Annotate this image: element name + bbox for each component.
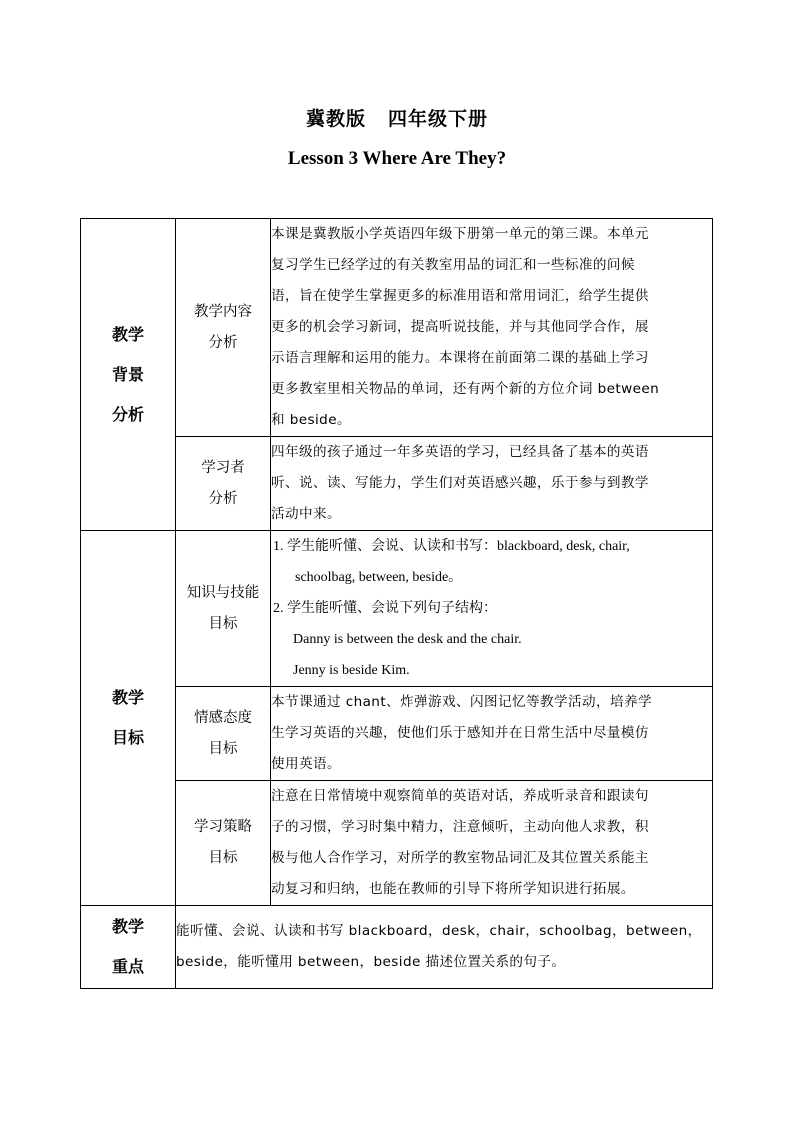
- knowledge-objective-label: 知识与技能 目标: [176, 531, 271, 687]
- knowledge-objective-text: 1. 学生能听懂、会说、认读和书写：blackboard, desk, chair, schoolbag, between, beside。 2. 学生能听懂、会说下列句子结构： Danny is between the desk and the chair. Jenny is beside Kim.: [271, 531, 713, 687]
- emotion-objective-text: 本节课通过 chant、炸弹游戏、闪图记忆等教学活动，培养学 生学习英语的兴趣，使他们乐于感知并在日常生活中尽量模仿 使用英语。: [271, 687, 713, 781]
- content-analysis-label: 教学内容 分析: [176, 219, 271, 437]
- emotion-objective-label: 情感态度 目标: [176, 687, 271, 781]
- row-key-points: [81, 906, 713, 989]
- row-emotion-objective: [81, 687, 713, 781]
- row-strategy-objective: [81, 781, 713, 906]
- publisher: 冀教版: [305, 108, 366, 130]
- row-learner-analysis: [81, 437, 713, 531]
- content-analysis-text: 本课是冀教版小学英语四年级下册第一单元的第三课。本单元 复习学生已经学过的有关教室用品的词汇和一些标准的问候 语，旨在使学生掌握更多的标准用语和常用词汇，给学生提供 更多的机会学习新词，提高听说技能，并与其他同学合作，展 示语言理解和运用的能力。本课将在前面第二课的基础上学习 更多教室里相关物品的单词，还有两个新的方位介词 between 和 beside。: [271, 219, 713, 437]
- document-title: [0, 104, 794, 131]
- strategy-objective-label: 学习策略 目标: [176, 781, 271, 906]
- strategy-objective-text: 注意在日常情境中观察简单的英语对话，养成听录音和跟读句 子的习惯，学习时集中精力，注意倾听，主动向他人求教，积 极与他人合作学习，对所学的教室物品词汇及其位置关系能主 动复习和归纳，也能在教师的引导下将所学知识进行拓展。: [271, 781, 713, 906]
- section-key-points-label: 教学 重点: [81, 906, 176, 989]
- lesson-plan-table: [80, 218, 713, 989]
- row-content-analysis: [81, 219, 713, 437]
- section-objectives-label: 教学 目标: [81, 531, 176, 906]
- section-background-label: 教学 背景 分析: [81, 219, 176, 531]
- key-points-text: 能听懂、会说、认读和书写 blackboard，desk，chair，schoolbag，between， beside，能听懂用 between，beside 描述位置关系的句子。: [176, 906, 713, 989]
- row-knowledge-objective: [81, 531, 713, 687]
- lesson-title: Lesson 3 Where Are They?: [287, 148, 507, 169]
- learner-analysis-label: 学习者 分析: [176, 437, 271, 531]
- grade: 四年级下册: [388, 108, 489, 130]
- learner-analysis-text: 四年级的孩子通过一年多英语的学习，已经具备了基本的英语 听、说、读、写能力，学生们对英语感兴趣，乐于参与到教学 活动中来。: [271, 437, 713, 531]
